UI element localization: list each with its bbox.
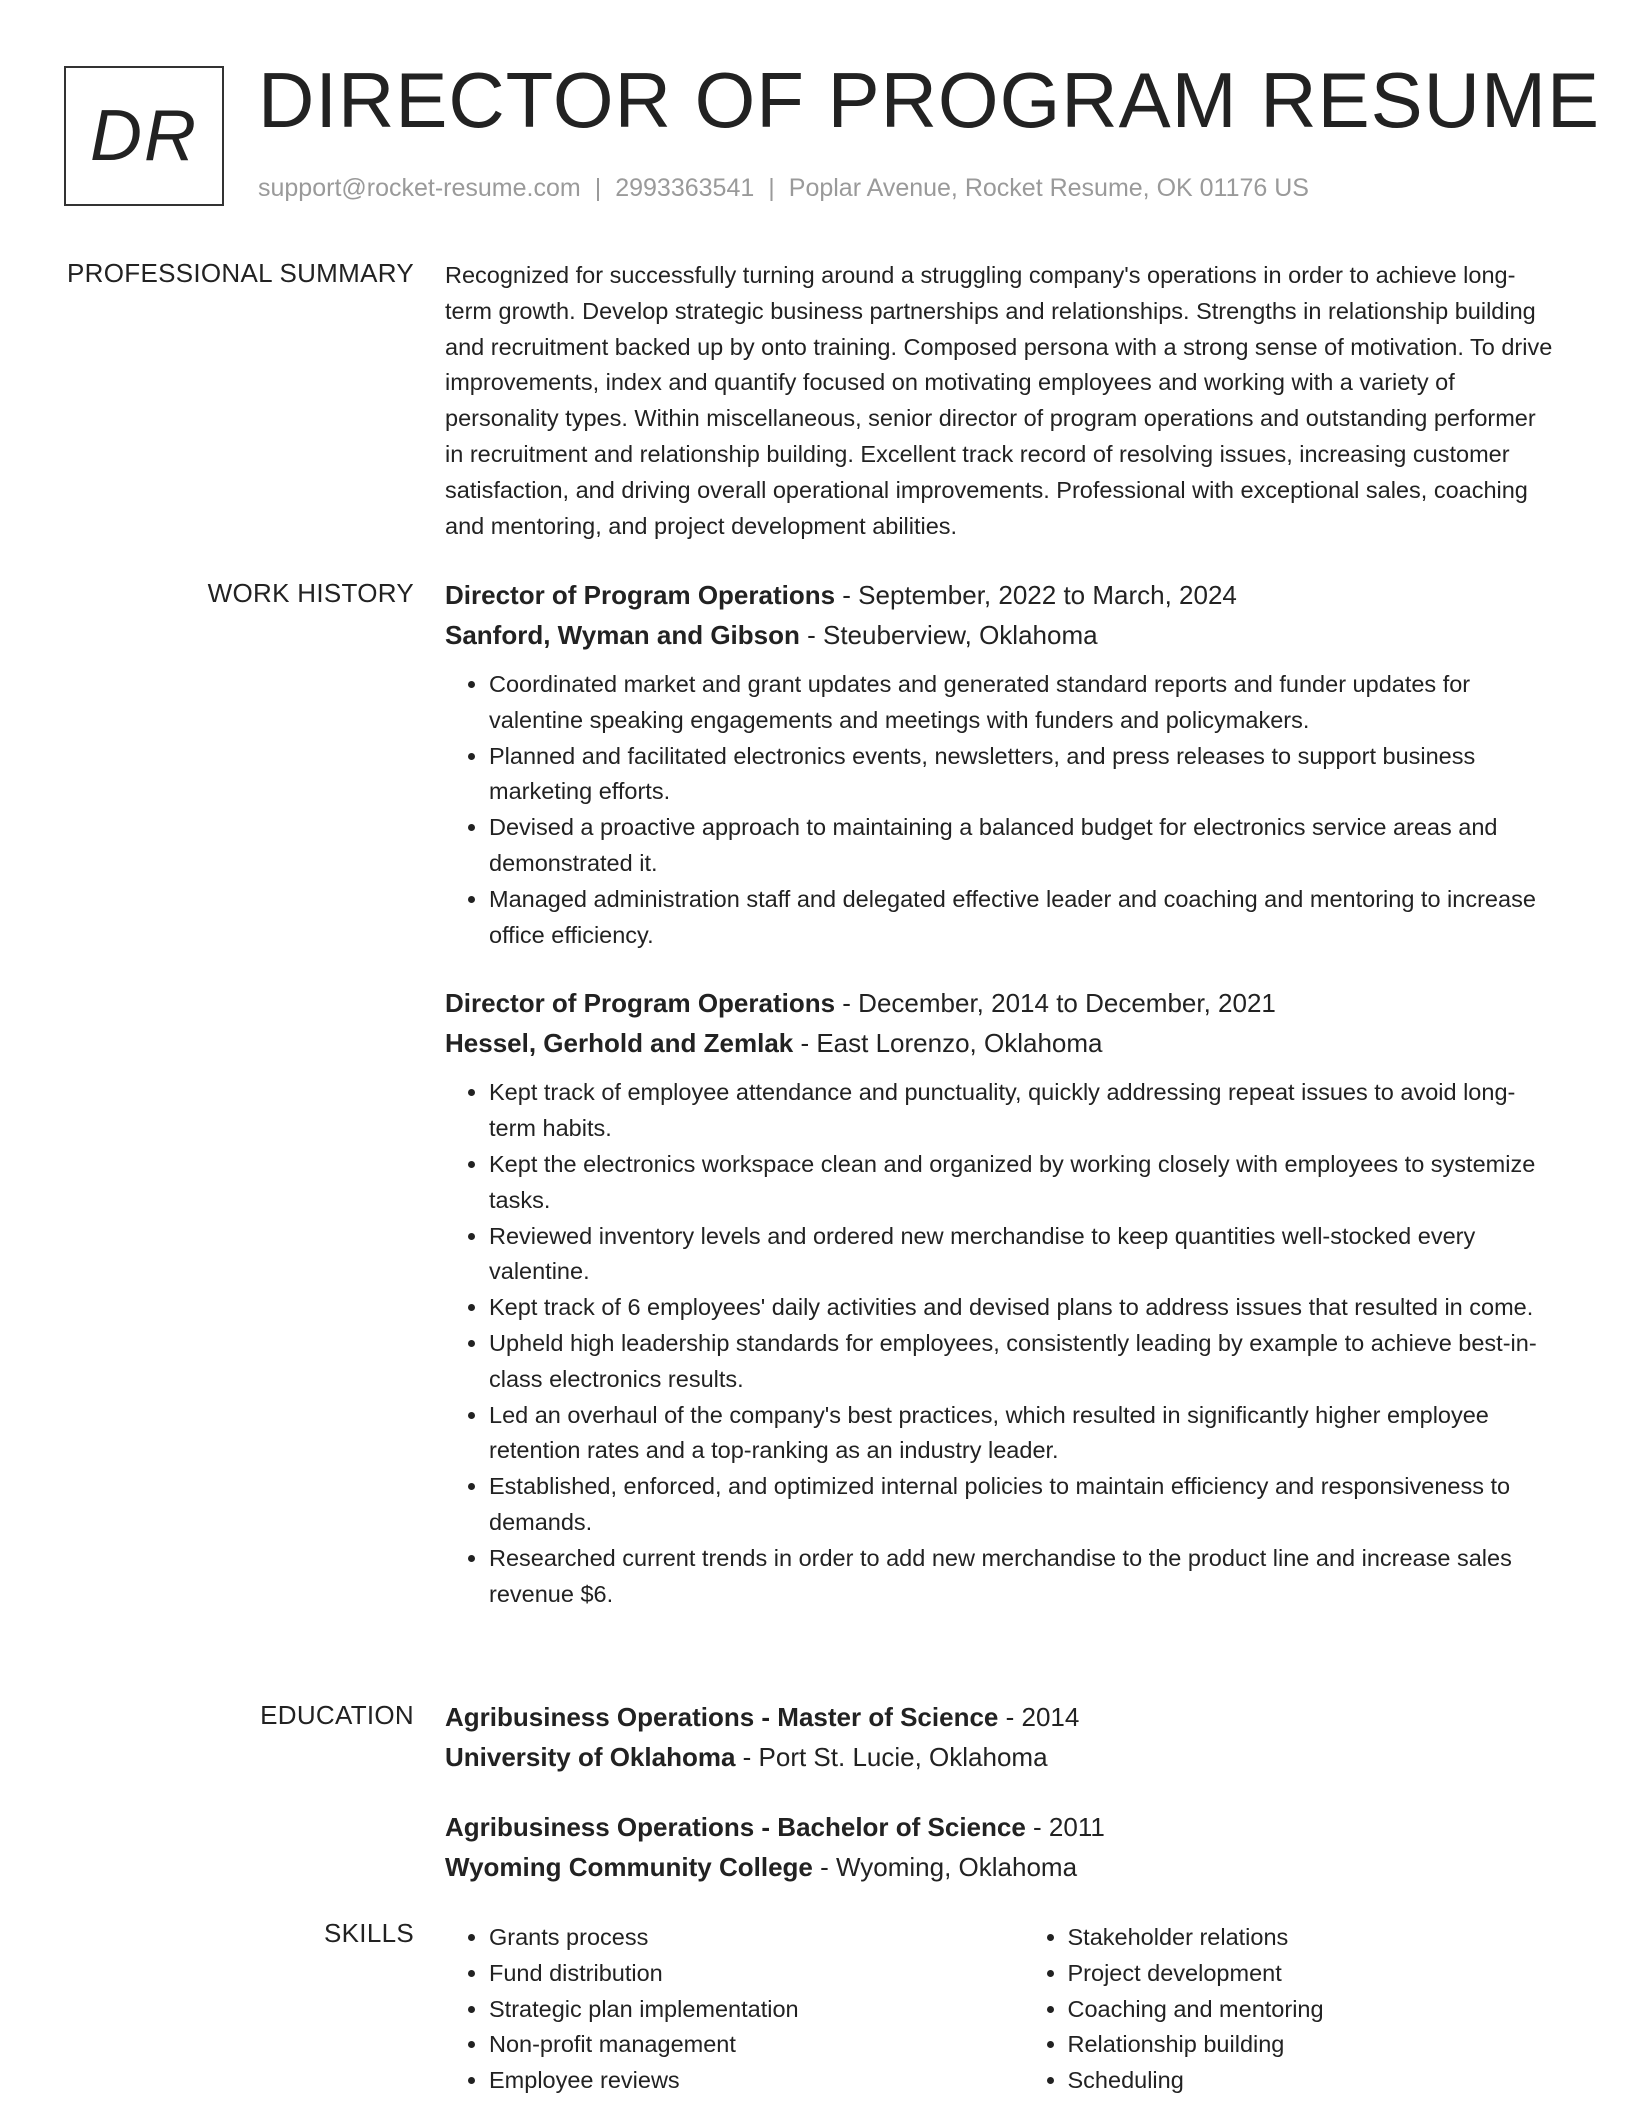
- job-entry: [445, 575, 1560, 953]
- list-item: • Kept track of 6 employees' daily activities and devised plans to address issues that resulted in come.: [489, 1290, 1560, 1326]
- skill-item: • Scheduling: [1068, 2063, 1561, 2099]
- work-history-section: [445, 575, 1560, 1642]
- education-section: [445, 1697, 1560, 1917]
- job-bullet-list: [445, 667, 1560, 953]
- school: Wyoming Community College: [445, 1852, 813, 1882]
- job-title: Director of Program Operations: [445, 580, 836, 610]
- job-location: - Steuberview, Oklahoma: [799, 620, 1098, 650]
- section-label-summary: PROFESSIONAL SUMMARY: [67, 258, 414, 288]
- job-entry: [445, 983, 1560, 1612]
- skill-item: • Relationship building: [1068, 2027, 1561, 2063]
- job-company-line: [445, 1023, 1560, 1063]
- skill-item: • Non-profit management: [489, 2027, 982, 2063]
- contact-separator: |: [594, 174, 602, 202]
- list-item: • Upheld high leadership standards for employees, consistently leading by example to achieve best-in-class electronics results.: [489, 1326, 1560, 1398]
- section-label-education: EDUCATION: [260, 1700, 414, 1730]
- skills-section: [445, 1920, 1560, 2099]
- list-item: • Researched current trends in order to add new merchandise to the product line and increase sales revenue $6.: [489, 1541, 1560, 1613]
- job-title-line: [445, 575, 1560, 615]
- section-label-work-history: WORK HISTORY: [207, 578, 414, 608]
- job-title: Director of Program Operations: [445, 988, 836, 1019]
- list-item: • Devised a proactive approach to maintaining a balanced budget for electronics service areas and demonstrated it.: [489, 810, 1560, 882]
- school-line: [445, 1847, 1560, 1887]
- degree: Agribusiness Operations - Bachelor of Science: [445, 1812, 1026, 1842]
- education-entry: [445, 1807, 1560, 1887]
- job-title-line: [445, 983, 1560, 1023]
- skill-item: • Strategic plan implementation: [489, 1992, 982, 2028]
- list-item: • Reviewed inventory levels and ordered new merchandise to keep quantities well-stocked every valentine.: [489, 1219, 1560, 1291]
- skill-item: • Coaching and mentoring: [1068, 1992, 1561, 2028]
- list-item: • Established, enforced, and optimized internal policies to maintain efficiency and responsiveness to demands.: [489, 1469, 1560, 1541]
- summary-section: [445, 258, 1560, 544]
- contact-separator: |: [768, 174, 775, 202]
- job-dates: - December, 2014 to December, 2021: [835, 988, 1276, 1019]
- contact-email: support@rocket-resume.com: [258, 174, 581, 202]
- contact-line: [258, 174, 1309, 203]
- degree-line: [445, 1807, 1560, 1847]
- list-item: • Kept track of employee attendance and punctuality, quickly addressing repeat issues to avoid long-term habits.: [489, 1075, 1560, 1147]
- job-company: Hessel, Gerhold and Zemlak: [445, 1028, 794, 1059]
- resume-title: DIRECTOR OF PROGRAM RESUME: [258, 56, 1600, 144]
- skills-list-left: [445, 1920, 982, 2099]
- job-company: Sanford, Wyman and Gibson: [445, 620, 800, 650]
- list-item: • Managed administration staff and delegated effective leader and coaching and mentoring to increase office efficiency.: [489, 882, 1560, 954]
- degree-line: [445, 1697, 1560, 1737]
- skill-item: • Grants process: [489, 1920, 982, 1956]
- school-line: [445, 1737, 1560, 1777]
- school-location: - Port St. Lucie, Oklahoma: [735, 1742, 1048, 1772]
- job-dates: - September, 2022 to March, 2024: [835, 580, 1237, 610]
- skill-item: • Employee reviews: [489, 2063, 982, 2099]
- degree-year: - 2014: [998, 1702, 1080, 1732]
- contact-address: Poplar Avenue, Rocket Resume, OK 01176 US: [788, 174, 1309, 202]
- degree-year: - 2011: [1025, 1812, 1105, 1842]
- skills-list-right: [1024, 1920, 1561, 2099]
- list-item: • Coordinated market and grant updates and generated standard reports and funder updates for valentine speaking engagements and meetings with funders and policymakers.: [489, 667, 1560, 739]
- degree: Agribusiness Operations - Master of Science: [445, 1702, 999, 1732]
- section-label-skills: SKILLS: [324, 1918, 414, 1948]
- skill-item: • Stakeholder relations: [1068, 1920, 1561, 1956]
- school-location: - Wyoming, Oklahoma: [812, 1852, 1078, 1882]
- job-bullet-list: [445, 1075, 1560, 1612]
- list-item: • Led an overhaul of the company's best practices, which resulted in significantly higher employee retention rates and a top-ranking as an industry leader.: [489, 1398, 1560, 1470]
- list-item: • Planned and facilitated electronics events, newsletters, and press releases to support business marketing efforts.: [489, 739, 1560, 811]
- skill-item: • Project development: [1068, 1956, 1561, 1992]
- skill-item: • Fund distribution: [489, 1956, 982, 1992]
- job-company-line: [445, 615, 1560, 655]
- contact-phone: 2993363541: [615, 174, 755, 202]
- job-location: - East Lorenzo, Oklahoma: [793, 1028, 1103, 1059]
- school: University of Oklahoma: [445, 1742, 736, 1772]
- education-entry: [445, 1697, 1560, 1777]
- summary-text: Recognized for successfully turning around a struggling company's operations in order to achieve long-term growth. Develop strategic business partnerships and relationships. Strengths in relationship building and recruitment backed up by onto training. Composed persona with a strong sense of motivation. To drive improvements, index and quantify focused on motivating employees and working with a variety of personality types. Within miscellaneous, senior director of program operations and outstanding performer in recruitment and relationship building. Excellent track record of resolving issues, increasing customer satisfaction, and driving overall operational improvements. Professional with exceptional sales, coaching and mentoring, and project development abilities.: [445, 262, 1553, 539]
- monogram-logo: DR: [64, 66, 224, 206]
- list-item: • Kept the electronics workspace clean and organized by working closely with employees to systemize tasks.: [489, 1147, 1560, 1219]
